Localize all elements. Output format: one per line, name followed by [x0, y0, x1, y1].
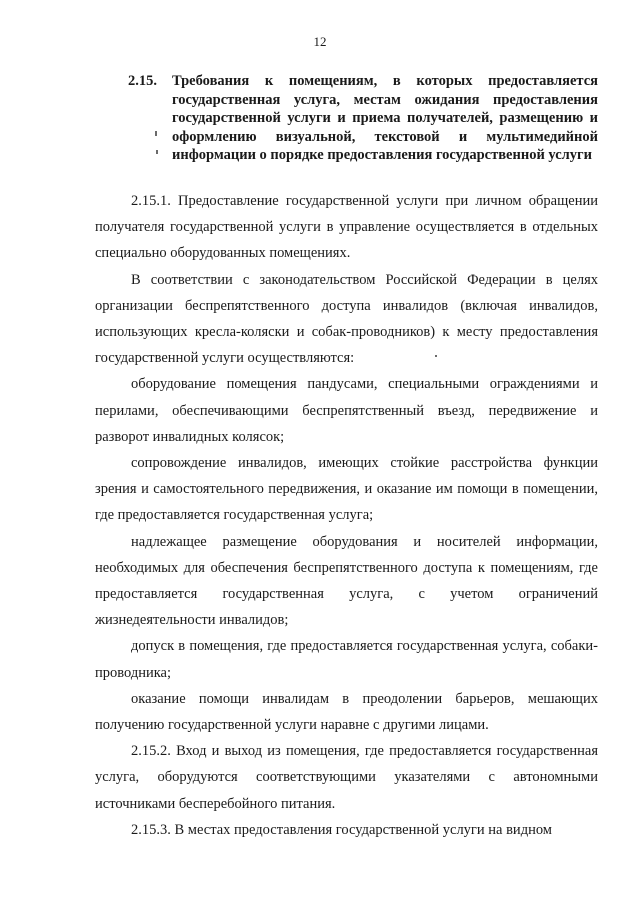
paragraph: допуск в помещения, где предоставляется государственная услуга, собаки-проводника;	[95, 638, 598, 681]
paragraph: 2.15.1. Предоставление государственной услуги при личном обращении получателя государственной услуги в управление осуществляется в отдельных специально оборудованных помещениях.	[95, 193, 598, 262]
paragraph: надлежащее размещение оборудования и носителей информации, необходимых для обеспечения беспрепятственного доступа к помещениям, где предоставляется государственная услуга, с учетом ограничений жизнедеятельности инвалидов;	[95, 533, 598, 629]
paragraph: сопровождение инвалидов, имеющих стойкие расстройства функции зрения и самостоятельного передвижения, и оказание им помощи в помещении, где предоставляется государственная услуга;	[95, 455, 598, 524]
scan-mark	[155, 131, 157, 136]
paragraph: 2.15.2. Вход и выход из помещения, где предоставляется государственная услуга, оборудуются соответствующими указателями с автономными источниками бесперебойного питания.	[95, 743, 598, 812]
document-body	[95, 188, 598, 843]
section-heading	[128, 72, 598, 165]
paragraph: В соответствии с законодательством Российской Федерации в целях организации беспрепятственного доступа инвалидов (включая инвалидов, использующих кресла-коляски и собак-проводников) к месту предоставления государственной услуги осуществляются:	[95, 271, 598, 367]
scan-mark	[156, 150, 158, 154]
page-number: 12	[313, 34, 327, 49]
paragraph: оборудование помещения пандусами, специальными ограждениями и перилами, обеспечивающими беспрепятственный въезд, передвижение и разворот инвалидных колясок;	[95, 376, 598, 445]
paragraph: оказание помощи инвалидам в преодолении барьеров, мешающих получению государственной услуги наравне с другими лицами.	[95, 690, 598, 734]
section-number: 2.15.	[128, 73, 157, 89]
section-heading-text: Требования к помещениям, в которых предоставляется государственная услуга, местам ожидания предоставления государственной услуги и приема получателей, размещению и оформлению визуальной, текстовой и мультимедийной информации о порядке предоставления государственной услуги	[172, 73, 598, 163]
paragraph: 2.15.3. В местах предоставления государственной услуги на видном	[131, 821, 552, 838]
